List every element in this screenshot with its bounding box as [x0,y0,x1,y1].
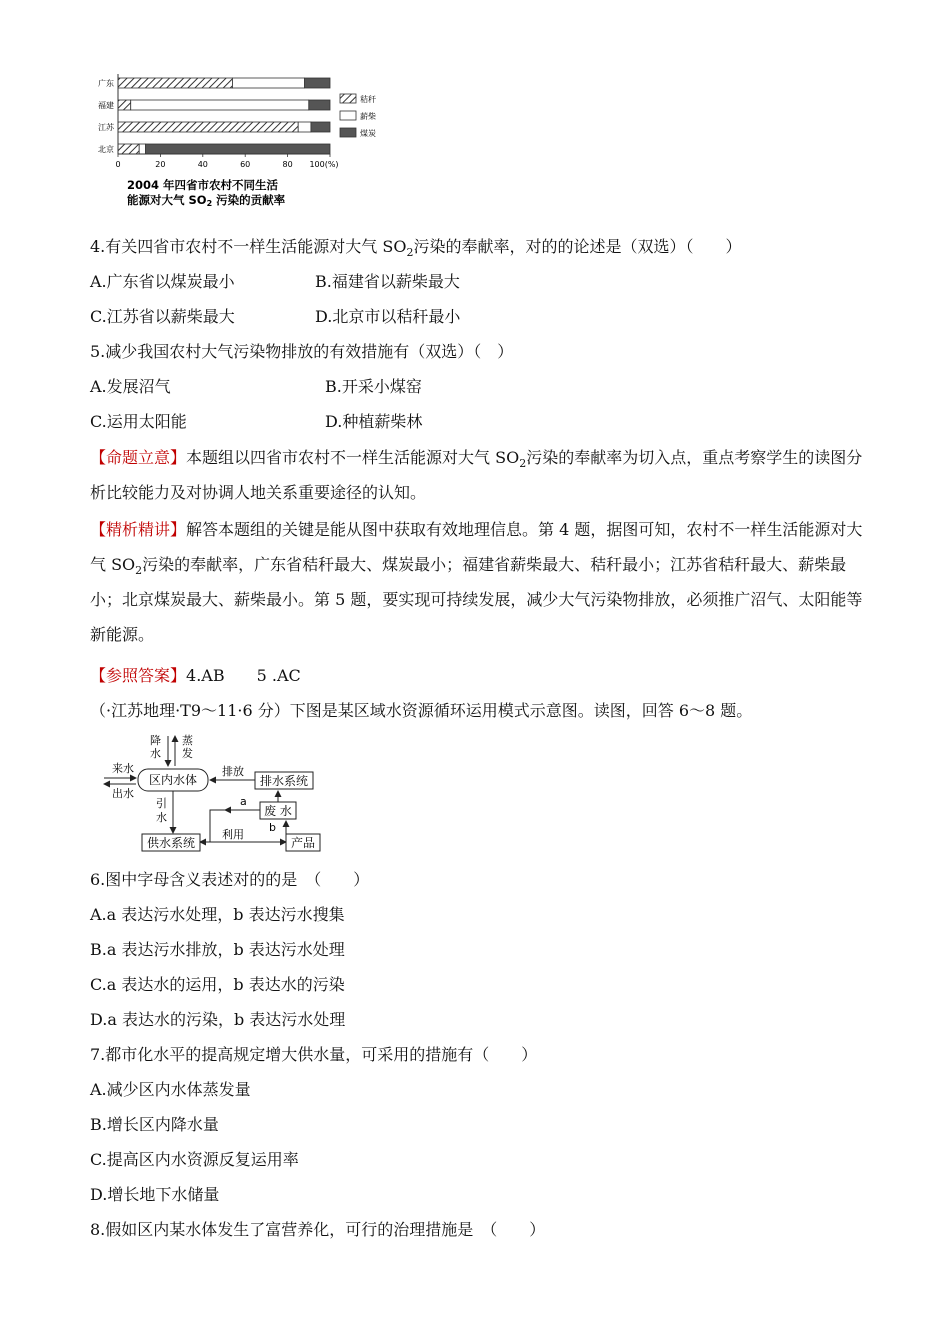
legend-label: 秸秆 [360,95,376,104]
label-chushui: 出水 [112,787,134,800]
q4-option-a: A.广东省以煤炭最小 [90,272,235,291]
water-body-label: 区内水体 [148,773,198,787]
x-tick-label: 40 [197,160,208,169]
q5-option-a: A.发展沼气 [90,377,171,396]
label-zhengfa-2: 发 [182,747,193,760]
x-tick-label: 100(%) [309,160,339,169]
bar-segment [309,100,330,110]
energy-contribution-chart [90,72,390,212]
chart-caption-line1: 2004 年四省市农村不同生活 [127,178,279,192]
q7-option-a: A.减少区内水体蒸发量 [90,1080,251,1099]
q5-option-d: D.种植薪柴林 [325,412,423,431]
x-tick-label: 60 [240,160,251,169]
q6-option-c: C.a 表达水的运用，b 表达水的污染 [90,975,345,994]
label-laishui: 来水 [112,762,134,775]
bar-segment [131,100,309,110]
q6-option-b: B.a 表达污水排放，b 表达污水处理 [90,940,345,959]
bar-segment [118,78,232,88]
x-tick-label: 80 [282,160,293,169]
label-yin-1: 引 [156,797,167,810]
bar-segment [232,78,304,88]
label-yin-2: 水 [156,811,167,824]
label-jiangshui-2: 水 [150,747,161,760]
q7-option-c: C.提高区内水资源反复运用率 [90,1150,299,1169]
legend-swatch [340,111,356,120]
bar-segment [118,144,139,154]
chart-caption-line2: 能源对大气 SO2 污染的贡献率 [127,193,286,208]
x-tick-label: 20 [155,160,166,169]
legend-label: 煤炭 [360,129,376,138]
q7-option-b: B.增长区内降水量 [90,1115,219,1134]
answer-line: 【参照答案】4.AB 5 .AC [90,666,301,685]
q6-option-d: D.a 表达水的污染，b 表达污水处理 [90,1010,346,1029]
q4-option-d: D.北京市以秸秆最小 [315,307,461,326]
x-tick-label: 0 [115,160,121,169]
legend-swatch [340,128,356,137]
wastewater-label: 废 水 [264,804,292,818]
water-cycle-diagram [100,732,325,854]
q7-stem: 7.都市化水平的提高规定增大供水量，可采用的措施有（ ） [90,1045,538,1064]
product-label: 产品 [290,836,316,850]
q5-stem: 5.减少我国农村大气污染物排放的有效措施有（双选）（ ） [90,342,514,361]
bar-segment [139,144,145,154]
drainage-label: 排水系统 [259,774,309,788]
category-label: 广东 [98,79,114,88]
analysis-paragraph: 【精析精讲】解答本题组的关键是能从图中获取有效地理信息。第 4 题，据图可知，农村不一样生活能源对大气 $SO_2$污染的奉献率，广东省秸秆最大、煤炭最小；福建省薪柴最大、秸秆最小；江苏省秸秆最大、薪柴最小；北京煤炭最大、薪柴最小。第 5 题，要实现可持续发展，减少大气污染物排放，必须推广沼气、太阳能等新能源。 [90,520,863,644]
legend-swatch [340,94,356,103]
intent-paragraph: 【命题立意】本题组以四省市农村不一样生活能源对大气 $SO_2$污染的奉献率为切入点，重点考察学生的读图分析比较能力及对协调人地关系重要途径的认知。 [90,448,863,502]
q4-stem: 4.有关四省市农村不一样生活能源对大气 $SO_2$污染的奉献率，对的的论述是（双选）（ ） [90,237,742,260]
label-b: b [269,821,276,834]
bar-segment [305,78,330,88]
legend-label: 薪柴 [360,112,376,121]
q7-option-d: D.增长地下水储量 [90,1185,220,1204]
bar-segment [118,100,131,110]
q6-option-a: A.a 表达污水处理，b 表达污水搜集 [90,905,345,924]
supply-label: 供水系统 [146,836,196,850]
bar-segment [146,144,330,154]
category-label: 福建 [98,101,114,110]
q4-option-c: C.江苏省以薪柴最大 [90,307,235,326]
bar-segment [118,122,298,132]
bar-segment [298,122,311,132]
label-liyong: 利用 [222,828,244,841]
bar-segment [311,122,330,132]
q8-stem: 8.假如区内某水体发生了富营养化，可行的治理措施是 （ ） [90,1220,546,1239]
q6-stem: 6.图中字母含义表述对的的是 （ ） [90,870,370,889]
intro-q6-8: （·江苏地理·T9～11·6 分）下图是某区域水资源循环运用模式示意图。读图，回答 6～8 题。 [90,701,753,720]
q5-option-c: C.运用太阳能 [90,412,187,431]
category-label: 江苏 [98,123,114,132]
category-label: 北京 [98,145,114,154]
q5-option-b: B.开采小煤窑 [325,377,422,396]
label-zhengfa-1: 蒸 [182,734,193,747]
label-a: a [240,795,247,808]
label-jiangshui-1: 降 [150,734,161,747]
label-paifang: 排放 [222,765,244,778]
q4-option-b: B.福建省以薪柴最大 [315,272,460,291]
